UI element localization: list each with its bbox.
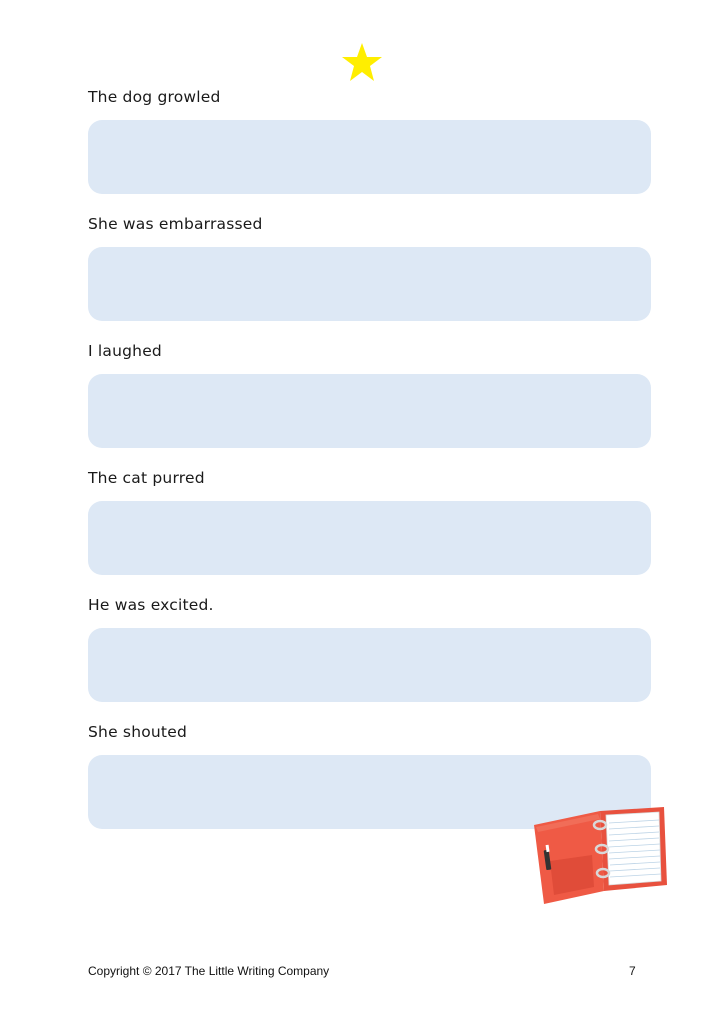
page-number: 7 (629, 964, 636, 978)
answer-box-3[interactable] (88, 374, 651, 448)
prompt-6: She shouted (88, 723, 187, 741)
copyright-text: Copyright © 2017 The Little Writing Company (88, 964, 330, 978)
answer-box-5[interactable] (88, 628, 651, 702)
prompt-4: The cat purred (88, 469, 205, 487)
answer-box-4[interactable] (88, 501, 651, 575)
ring-binder-icon (530, 803, 670, 907)
prompt-3: I laughed (88, 342, 162, 360)
answer-box-2[interactable] (88, 247, 651, 321)
prompt-5: He was excited. (88, 596, 214, 614)
star-icon (341, 42, 383, 82)
prompt-1: The dog growled (88, 88, 221, 106)
answer-box-1[interactable] (88, 120, 651, 194)
prompt-2: She was embarrassed (88, 215, 263, 233)
